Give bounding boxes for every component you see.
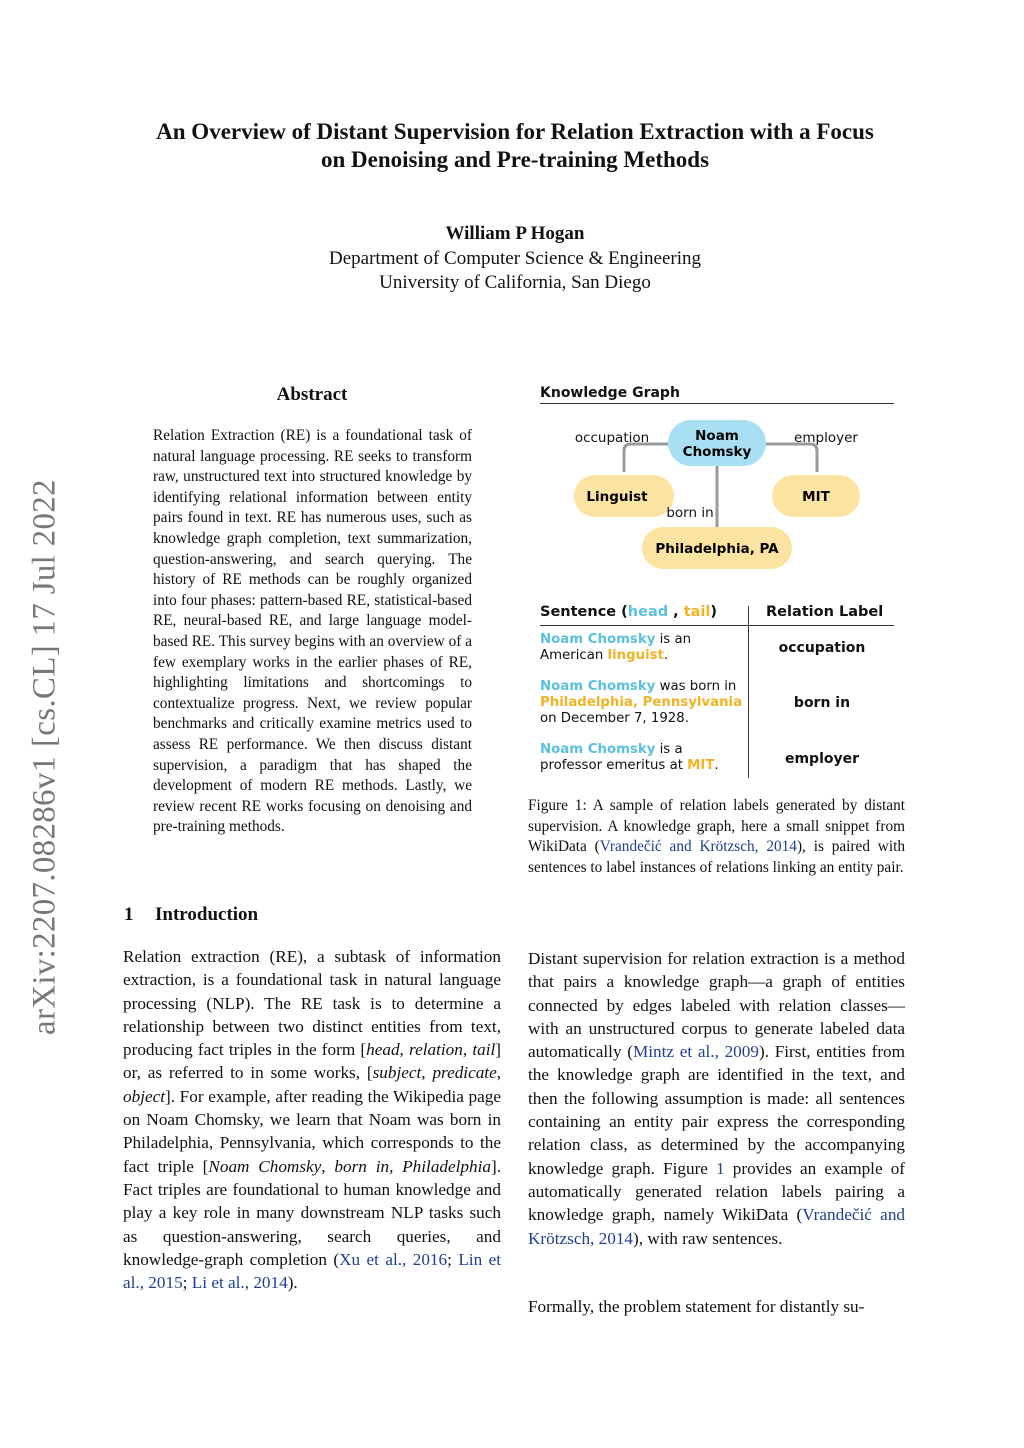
text-italic: tail: [472, 1040, 496, 1060]
relation-label: employer: [784, 751, 860, 767]
tail-entity: Philadelphia, Pennsylvania: [540, 695, 743, 710]
text-italic: subject: [372, 1063, 422, 1083]
text-run: ]. For example, after reading the Wikipedia page on Noam Chomsky, we learn that Noam was born in Philadelphia, Pennsylvania, which corresponds to the fact triple [: [123, 1086, 501, 1176]
head-entity: Noam Chomsky: [540, 742, 656, 757]
figure-1: [528, 380, 908, 780]
text-run: Relation extraction (RE), a subtask of information extraction, is a foundational task in natural language processing (NLP). The RE task is to determine a relationship between two distinct entities from text, producing fact triples in the form [: [123, 947, 501, 1060]
text-run: professor emeritus at: [540, 758, 688, 773]
edge-label: employer: [794, 430, 858, 446]
sentence-header: [540, 604, 717, 620]
sentence-row: [540, 632, 745, 664]
author-department: Department of Computer Science & Engineering: [329, 248, 701, 269]
figure-reference-link[interactable]: 1: [716, 1158, 725, 1178]
text-run: ), is paired with sentences to label instances of relations linking an entity pair.: [528, 838, 905, 876]
text-run: ,: [389, 1156, 403, 1176]
tail-entity: MIT: [687, 758, 715, 773]
text-run: ,: [421, 1063, 433, 1083]
citation-link[interactable]: Vrandečić and Krötzsch, 2014: [528, 1205, 906, 1248]
text-run: Distant supervision for relation extraction is a method that pairs a knowledge graph—a graph of entities connected by edges labeled with relation classes—with an unstructured corpus to generate labeled data automatically (: [528, 949, 905, 1062]
text-run: ): [710, 604, 718, 620]
figure-caption: [528, 796, 905, 878]
text-italic: Philadelphia: [402, 1156, 491, 1176]
citation-link[interactable]: Vrandečić and Krötzsch, 2014: [599, 838, 797, 856]
text-run: provides an example of automatically generated relation labels pairing a knowledge graph, namely WikiData (: [528, 1158, 906, 1225]
text-run: was born in: [655, 679, 737, 694]
text-italic: relation: [409, 1040, 463, 1060]
text-run: is a: [655, 742, 683, 757]
edge-label: occupation: [574, 430, 650, 446]
abstract-text: Relation Extraction (RE) is a foundational task of natural language processing. RE seeks to transform raw, unstructured text into structured knowledge by identifying relational information between entity pairs found in text. RE has numerous uses, such as knowledge graph completion, text summarization, question-answering, and search querying. The history of RE methods can be roughly organized into four phases: pattern-based RE, statistical-based RE, neural-based RE, and large language model-based RE. This survey begins with an overview of a few exemplary works in the earlier phases of RE, highlighting limitations and shortcomings to contextualize progress. Next, we review popular benchmarks and critically examine metrics used to assess RE performance. We then discuss distant supervision, a paradigm that has shaped the development of modern RE methods. Lastly, we review recent RE works focusing on denoising and pre-training methods.: [153, 427, 472, 836]
text-italic: predicate: [432, 1063, 497, 1083]
text-run: .: [663, 648, 669, 663]
author-university: University of California, San Diego: [379, 272, 651, 293]
sentence-row: [540, 742, 745, 774]
table-header-rule: [540, 625, 894, 626]
text-run: ] or, as referred to in some works, [: [123, 1040, 501, 1083]
node-label: MIT: [802, 489, 830, 505]
text-run: ,: [496, 1063, 502, 1083]
text-run: ). First, entities from the knowledge graph are identified in the text, and then the following assumption is made: all sentences containing an entity pair express the corresponding relation class, as determined by the accompanying knowledge graph. Figure: [528, 1042, 906, 1178]
text-run: on December 7, 1928.: [540, 711, 689, 726]
knowledge-graph: [528, 380, 908, 580]
title-line-1: An Overview of Distant Supervision for Relation Extraction with a Focus: [156, 119, 874, 144]
relation-label: occupation: [778, 640, 866, 656]
citation-link[interactable]: Lin et al., 2015: [123, 1249, 501, 1293]
edge-employer: [758, 444, 817, 472]
author-name: William P Hogan: [445, 223, 585, 244]
text-run: .: [714, 758, 719, 773]
intro-paragraph: [123, 945, 501, 1294]
node-label: Philadelphia, PA: [655, 541, 779, 557]
text-italic: object: [123, 1086, 165, 1106]
text-run: ,: [462, 1040, 473, 1060]
node-label: Linguist: [586, 489, 648, 505]
head-entity: Noam Chomsky: [540, 679, 656, 694]
text-italic: head: [366, 1040, 400, 1060]
node-label: Noam: [695, 428, 739, 444]
abstract-heading: Abstract: [276, 384, 348, 405]
relation-label: born in: [793, 695, 851, 711]
formal-paragraph: Formally, the problem statement for distantly su-: [528, 1297, 865, 1316]
citation-link[interactable]: Mintz et al., 2009: [632, 1042, 759, 1062]
text-run: Figure 1: A sample of relation labels generated by distant supervision. A knowledge graph, here a small snippet from WikiData (: [528, 797, 905, 856]
citation-link[interactable]: Li et al., 2014: [191, 1273, 288, 1293]
section-title: Introduction: [155, 904, 259, 925]
text-run: ]. Fact triples are foundational to human knowledge and play a key role in many downstream NLP tasks such as question-answering, search queries, and knowledge-graph completion (: [123, 1156, 502, 1269]
text-run: ,: [399, 1040, 410, 1060]
text-run: ;: [447, 1249, 459, 1269]
head-entity: Noam Chomsky: [540, 632, 656, 647]
text-run: is an: [655, 632, 692, 647]
text-run: ,: [321, 1156, 335, 1176]
title-line-2: on Denoising and Pre-training Methods: [320, 147, 710, 172]
kg-heading: Knowledge Graph: [540, 385, 680, 401]
section-number: 1: [124, 904, 134, 925]
text-run: ), with raw sentences.: [633, 1228, 783, 1248]
text-italic: born in: [334, 1156, 390, 1176]
head-marker: head: [627, 604, 669, 620]
tail-entity: linguist: [607, 648, 664, 663]
sentence-row: [540, 679, 745, 727]
text-run: ,: [668, 604, 684, 620]
tail-marker: tail: [683, 604, 711, 620]
text-run: Sentence (: [540, 604, 628, 620]
paper-title: [110, 118, 920, 174]
distant-supervision-paragraph: [528, 947, 905, 1250]
text-run: ;: [182, 1273, 192, 1293]
section-heading: [124, 904, 258, 926]
text-italic: Noam Chomsky: [208, 1156, 322, 1176]
relation-header: Relation Label: [766, 604, 884, 620]
text-run: ).: [287, 1273, 298, 1293]
text-run: American: [540, 648, 608, 663]
edge-label: born in: [666, 505, 714, 521]
arxiv-stamp: arXiv:2207.08286v1 [cs.CL] 17 Jul 2022: [26, 479, 63, 1036]
table-column-rule: [748, 606, 749, 778]
node-label: Chomsky: [682, 444, 752, 460]
citation-link[interactable]: Xu et al., 2016: [339, 1249, 448, 1269]
